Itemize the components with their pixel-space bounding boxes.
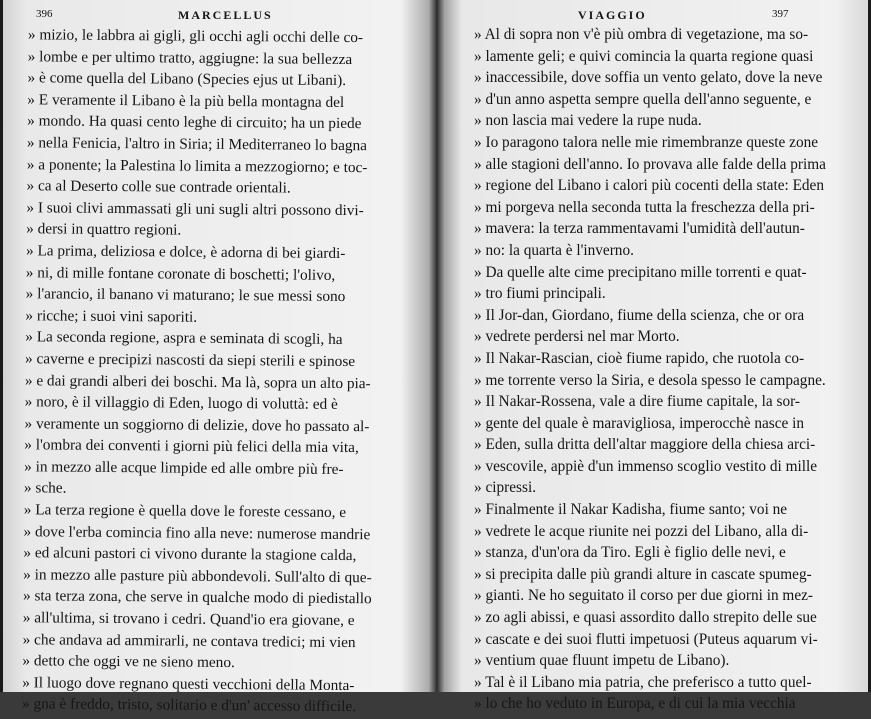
text-line: » zo agli abissi, e quasi assordito dallo strepito delle sue (474, 609, 817, 627)
text-line: » Il Nakar-Rascian, cioè fiume rapido, che ruotola co- (474, 349, 805, 367)
text-line: » ed alcuni pastori ci vivono durante la stagione calda, (23, 544, 357, 565)
text-line: » in mezzo alle acque limpide ed alle ombre più fre- (24, 458, 344, 478)
text-line: » vedrete le acque riunite nei pozzi del Libano, alla di- (474, 522, 809, 540)
text-line: » no: la quarta è l'inverno. (474, 241, 634, 259)
text-line: » dersi in quattro regioni. (26, 220, 182, 239)
text-line: » alle stagioni dell'anno. Io provava alle falde della prima (474, 155, 826, 173)
text-line: » La seconda regione, aspra e seminata di scogli, ha (25, 328, 343, 349)
text-line: » ca al Deserto colle sue contrade orientali. (26, 177, 291, 197)
text-line: » mi porgeva nella seconda tutta la freschezza della pri- (474, 198, 815, 216)
text-line: » I suoi clivi ammassati gli uni sugli altri possono divi- (26, 198, 364, 219)
left-page-text (0, 24, 430, 719)
text-line: » sche. (23, 479, 67, 498)
text-line: » d'un anno aspetta sempre quella dell'anno seguente, e (474, 90, 812, 108)
text-line: » all'ultima, si trovano i cedri. Quand'io era giovane, e (22, 609, 355, 630)
left-page (0, 0, 430, 716)
text-line: » non lascia mai vedere la rupe nuda. (474, 112, 702, 130)
text-line: » ricche; i suoi vini saporiti. (25, 306, 198, 326)
text-line: » Al di sopra non v'è più ombra di vegetazione, ma so- (474, 26, 809, 43)
text-line: » mizio, le labbra ai gigli, gli occhi agli occhi delle co- (27, 26, 364, 47)
left-page-header (0, 8, 430, 24)
text-line: » detto che oggi ve ne sieno meno. (22, 652, 235, 672)
text-line: » si precipita dalle più grandi alture in cascate spumeg- (474, 565, 812, 583)
text-line: » gna è freddo, tristo, solitario e d'un' accesso difficile. (21, 695, 357, 716)
text-line: » Tal è il Libano mia patria, che preferisco a tutto quel- (474, 673, 812, 691)
text-line: » mondo. Ha quasi cento leghe di circuito; ha un piede (27, 112, 362, 133)
text-line: » cipressi. (474, 479, 537, 497)
text-line: » noro, è il villaggio di Eden, luogo di voluttà: ed è (24, 393, 338, 414)
text-line: » veramente un soggiorno di delizie, dove ho passato al- (24, 414, 370, 435)
text-line: » dove l'erba comincia fino alla neve: numerose mandrie (23, 522, 371, 543)
text-line: » E veramente il Libano è la più bella montagna del (27, 91, 345, 111)
right-page (440, 0, 871, 713)
page-number: 397 (772, 8, 789, 20)
text-line: » tro fiumi principali. (474, 285, 606, 303)
text-line: » ventium quae fluunt impetu de Libano). (474, 652, 730, 670)
text-line: » me torrente verso la Siria, e desola spesso le campagne. (474, 371, 826, 389)
text-line: » è come quella del Libano (Species ejus ut Libani). (27, 69, 347, 90)
text-line: » nella Fenicia, l'altro in Siria; il Mediterraneo lo bagna (26, 134, 368, 155)
text-line: » vedrete perdersi nel mar Morto. (474, 328, 680, 346)
text-line: » Il Nakar-Rossena, vale a dire fiume capitale, la sor- (474, 393, 801, 411)
text-line: » La prima, deliziosa e dolce, è adorna di bei giardi- (25, 242, 346, 262)
text-line: » Io paragono talora nelle mie rimembranze queste zone (474, 133, 819, 151)
text-line: » gianti. Ne ho seguitato il corso per due giorni in mez- (474, 587, 813, 605)
page-number: 396 (36, 8, 53, 20)
text-line: » che andava ad ammirarli, ne contava tredici; mi vien (22, 630, 356, 651)
text-line: » l'ombra dei conventi i giorni più felici della mia vita, (24, 436, 359, 457)
text-line: » Eden, sulla dritta dell'altar maggiore della chiesa arci- (474, 436, 816, 454)
text-line: » sta terza zona, che serve in qualche modo di piedistallo (22, 587, 372, 608)
text-line: » vescovile, appiè d'un immenso scoglio vestito di mille (474, 457, 818, 475)
text-line: » l'arancio, il banano vi maturano; le sue messi sono (25, 285, 346, 306)
running-title: MARCELLUS (178, 8, 273, 22)
text-line: » Il luogo dove regnano questi vecchioni della Monta- (22, 674, 355, 694)
text-line: » in mezzo alle pasture più abbondevoli. Sull'alto di que- (23, 566, 372, 587)
text-line: » lombe e per ultimo tratto, aggiugne: la sua bellezza (27, 47, 353, 68)
running-title: VIAGGIO (578, 8, 647, 22)
text-line: » caverne e precipizi nascosti da siepi sterili e spinose (25, 350, 356, 371)
text-line: » stanza, d'un'ora da Tiro. Egli è figlio delle nevi, e (474, 544, 786, 562)
text-line: » ni, di mille fontane coronate di boschetti; l'olivo, (25, 263, 336, 284)
text-line: » Da quelle alte cime precipitano mille torrenti e quat- (474, 263, 807, 281)
text-line: » mavera: la terza rammentavami l'umidità dell'autun- (474, 220, 805, 238)
text-line: » lo che ho veduto in Europa, e di cui la mia vecchia (474, 695, 796, 713)
text-line: » gente del quale è maravigliosa, imperocchè nasce in (474, 414, 805, 432)
text-line: » lamente geli; e quivi comincia la quarta regione quasi (474, 47, 814, 65)
text-line: » Il Jor-dan, Giordano, fiume della scienza, che or ora (474, 306, 805, 324)
text-line: » e dai grandi alberi dei boschi. Ma là, sopra un alto pia- (24, 371, 371, 392)
text-line: » regione del Libano i calori più cocenti della state: Eden (474, 177, 824, 195)
text-line: » inaccessibile, dove soffia un vento gelato, dove la neve (474, 69, 823, 87)
right-page-header (440, 8, 871, 24)
text-line: » Finalmente il Nakar Kadisha, fiume santo; voi ne (474, 501, 788, 519)
right-page-text (440, 24, 871, 715)
text-line: » cascate e dei suoi flutti impetuosi (Puteus aquarum vi- (474, 630, 818, 648)
text-line: » a ponente; la Palestina lo limita a mezzogiorno; e toc- (26, 155, 368, 176)
text-line: » La terza regione è quella dove le foreste cessano, e (23, 501, 347, 522)
